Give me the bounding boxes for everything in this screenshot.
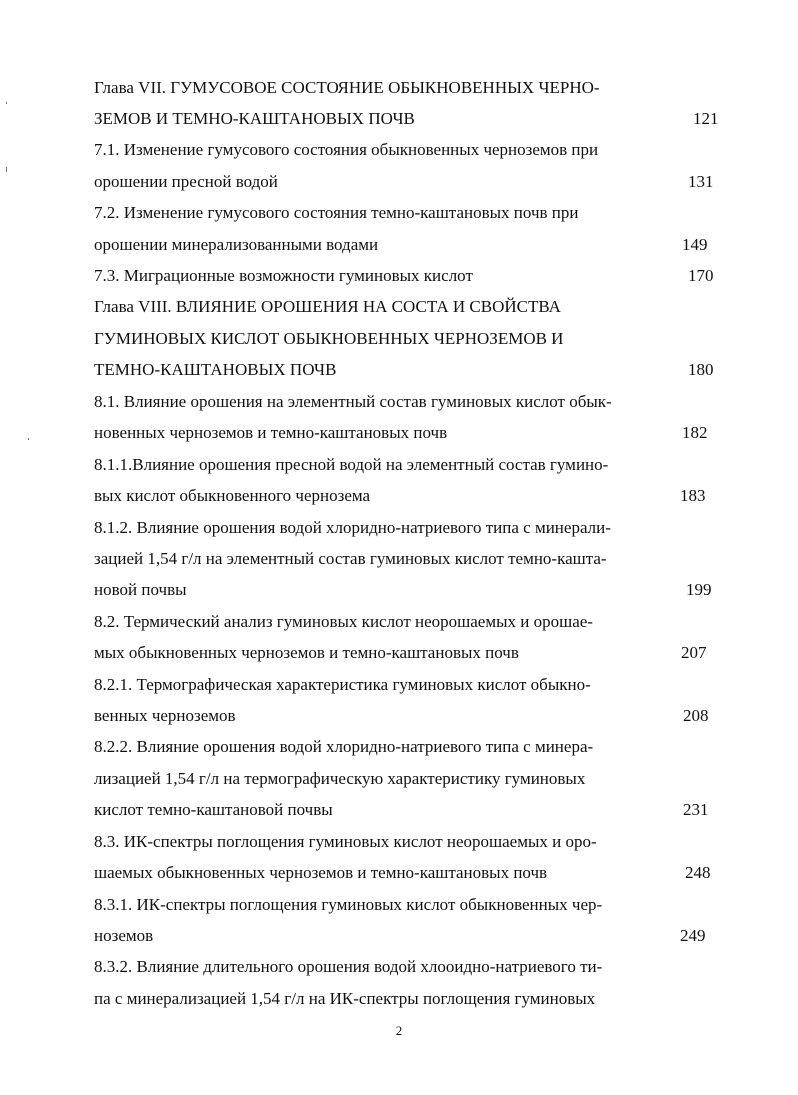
toc-entry-line: зацией 1,54 г/л на элементный состав гуминовых кислот темно-кашта-: [94, 549, 607, 568]
toc-page-number: 131: [688, 172, 714, 191]
toc-entry-line: вых кислот обыкновенного чернозема: [94, 486, 371, 505]
toc-page-number: 199: [686, 580, 712, 599]
toc-page-number: 183: [680, 486, 706, 505]
toc-entry-line: ТЕМНО-КАШТАНОВЫХ ПОЧВ: [94, 360, 337, 379]
toc-page-number: 149: [682, 235, 708, 254]
toc-page-number: 249: [680, 926, 706, 945]
scan-speck: [28, 438, 29, 440]
toc-page-number: 231: [683, 800, 709, 819]
toc-entry-line: Глава VII. ГУМУСОВОЕ СОСТОЯНИЕ ОБЫКНОВЕННЫХ ЧЕРНО-: [94, 78, 600, 97]
toc-entry-line: венных черноземов: [94, 706, 236, 725]
toc-page-number: 207: [681, 643, 707, 662]
toc-entry-line: орошении минерализованными водами: [94, 235, 379, 254]
toc-entry-line: орошении пресной водой: [94, 172, 278, 191]
toc-page-number: 182: [682, 423, 708, 442]
toc-entry-line: Глава VIII. ВЛИЯНИЕ ОРОШЕНИЯ НА СОСТА И СВОЙСТВА: [94, 297, 561, 316]
toc-entry-line: лизацией 1,54 г/л на термографическую характеристику гуминовых: [94, 769, 586, 788]
toc-page-number: 121: [693, 109, 719, 128]
scan-speck: [6, 102, 7, 104]
toc-entry-line: 8.3. ИК-спектры поглощения гуминовых кислот неорошаемых и оро-: [94, 832, 597, 851]
toc-entry-line: па с минерализацией 1,54 г/л на ИК-спектры поглощения гуминовых: [94, 989, 596, 1008]
toc-entry-line: 8.2. Термический анализ гуминовых кислот неорошаемых и орошае-: [94, 612, 593, 631]
toc-entry-line: 8.3.2. Влияние длительного орошения водой хлооидно-натриевого ти-: [94, 957, 603, 976]
toc-entry-line: кислот темно-каштановой почвы: [94, 800, 333, 819]
toc-entry-line: 7.3. Миграционные возможности гуминовых кислот: [94, 266, 473, 285]
toc-entry-line: 8.1. Влияние орошения на элементный состав гуминовых кислот обык-: [94, 392, 612, 411]
toc-entry-line: ноземов: [94, 926, 154, 945]
toc-entry-line: новенных черноземов и темно-каштановых почв: [94, 423, 448, 442]
toc-entry-line: ГУМИНОВЫХ КИСЛОТ ОБЫКНОВЕННЫХ ЧЕРНОЗЕМОВ И: [94, 329, 564, 348]
toc-entry-line: 8.2.1. Термографическая характеристика гуминовых кислот обыкно-: [94, 675, 591, 694]
toc-entry-line: 8.1.1.Влияние орошения пресной водой на элементный состав гумино-: [94, 455, 609, 474]
toc-entry-line: 8.1.2. Влияние орошения водой хлоридно-натриевого типа с минерали-: [94, 518, 611, 537]
toc-page-number: 248: [685, 863, 711, 882]
toc-page-number: 208: [683, 706, 709, 725]
toc-entry-line: ЗЕМОВ И ТЕМНО-КАШТАНОВЫХ ПОЧВ: [94, 109, 415, 128]
toc-entry-line: 7.1. Изменение гумусового состояния обыкновенных черноземов при: [94, 140, 599, 159]
toc-page-number: 180: [688, 360, 714, 379]
toc-entry-line: 8.3.1. ИК-спектры поглощения гуминовых кислот обыкновенных чер-: [94, 895, 603, 914]
toc-entry-line: мых обыкновенных черноземов и темно-каштановых почв: [94, 643, 519, 662]
toc-entry-line: шаемых обыкновенных черноземов и темно-каштановых почв: [94, 863, 548, 882]
scan-speck: [6, 167, 7, 172]
toc-entry-line: новой почвы: [94, 580, 187, 599]
toc-entry-line: 8.2.2. Влияние орошения водой хлоридно-натриевого типа с минера-: [94, 737, 594, 756]
page-number: 2: [395, 1023, 403, 1038]
toc-page-number: 170: [688, 266, 714, 285]
toc-entry-line: 7.2. Изменение гумусового состояния темно-каштановых почв при: [94, 203, 579, 222]
